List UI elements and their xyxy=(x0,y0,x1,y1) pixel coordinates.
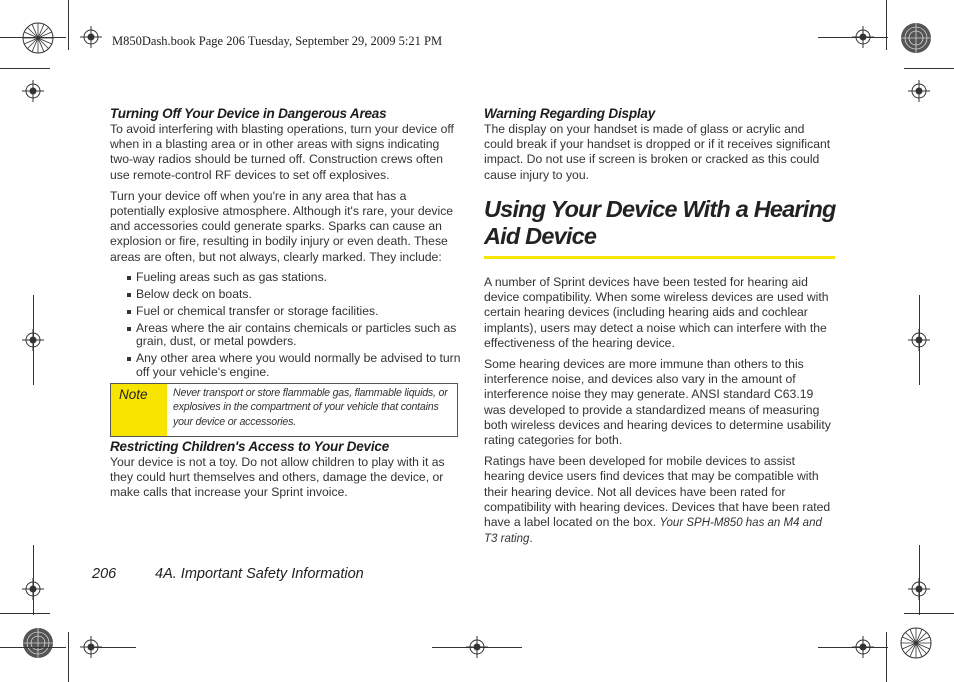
hazard-list xyxy=(110,271,462,380)
paragraph: The display on your handset is made of glass or acrylic and could break if your handset is dropped or if it receives significant impact. Do not use if screen is broken or cracked as this could cause injury to you. xyxy=(484,122,831,182)
right-column-body xyxy=(484,275,836,553)
section-heading-dangerous-areas: Turning Off Your Device in Dangerous Areas xyxy=(110,106,387,121)
list-item: Below deck on boats. xyxy=(136,288,462,302)
crop-line xyxy=(886,0,887,50)
right-column-top xyxy=(484,105,836,189)
list-item: Fueling areas such as gas stations. xyxy=(136,271,462,285)
crop-line xyxy=(886,632,887,682)
crop-line xyxy=(0,37,66,38)
paragraph: Turn your device off when you're in any area that has a potentially explosive atmosphere. Although it's rare, your device and accessories could generate sparks. Sparks can cause an explosion or fire, resulting in bodily injury or even death. These areas are often, but not always, clearly marked. They include: xyxy=(110,188,454,264)
registration-rosette-icon xyxy=(22,22,54,54)
list-item: Fuel or chemical transfer or storage facilities. xyxy=(136,305,462,319)
list-item: Areas where the air contains chemicals or particles such as grain, dust, or metal powders. xyxy=(136,322,462,349)
registration-rosette-icon xyxy=(900,627,932,659)
left-column xyxy=(110,105,462,383)
rating-statement: Your SPH-M850 has an M4 and T3 rating xyxy=(484,517,822,546)
crop-line xyxy=(0,613,50,614)
list-item: Any other area where you would normally be advised to turn off your vehicle's engine. xyxy=(136,352,462,379)
bullet-icon xyxy=(127,327,131,331)
crop-line xyxy=(33,545,34,615)
crop-line xyxy=(33,295,34,385)
crop-line xyxy=(919,295,920,385)
crop-line xyxy=(432,647,522,648)
crop-line xyxy=(919,545,920,615)
page-title: Using Your Device With a Hearing Aid Device xyxy=(484,196,836,249)
page-number: 206 xyxy=(92,566,117,582)
paragraph: Ratings have been developed for mobile devices to assist hearing device users find devices that may be compatible with their hearing device. Not all devices have been rated for compatibility with hearing devices. Devices that have been rated have a label located on the box. Your SPH-M850 has an M4 and T3 rating. xyxy=(484,454,831,546)
paragraph: A number of Sprint devices have been tested for hearing aid device compatibility. When some wireless devices are used with certain hearing devices (including hearing aids and cochlear implants), users may detect a noise which can interfere with the effectiveness of the hearing device. xyxy=(484,275,829,350)
crop-line xyxy=(88,647,136,648)
note-text: Never transport or store flammable gas, flammable liquids, or explosives in the compartment of your vehicle that contains your device or accessories. xyxy=(173,387,448,428)
crop-line xyxy=(68,0,69,50)
bullet-icon xyxy=(127,357,131,361)
crop-line xyxy=(904,68,954,69)
note-label: Note xyxy=(111,384,167,436)
section-heading-display-warning: Warning Regarding Display xyxy=(484,106,656,121)
crop-line xyxy=(818,647,888,648)
paragraph: Some hearing devices are more immune than others to this interference noise, and devices also vary in the amount of interference noise they may generate. ANSI standard C63.19 was developed to provide a standardized means of measuring both wireless devices and hearing devices to determine usability rating categories for both. xyxy=(484,357,831,448)
paragraph: Your device is not a toy. Do not allow children to play with it as they could hurt themselves and others, damage the device, or make calls that increase your Sprint invoice. xyxy=(110,455,445,500)
crosshair-icon xyxy=(80,26,102,48)
crosshair-icon xyxy=(908,80,930,102)
paragraph: To avoid interfering with blasting operations, turn your device off when in a blasting area or in other areas with signs indicating two-way radios should be turned off. Construction crews often use remote-control RF devices to set off explosives. xyxy=(110,122,454,182)
bullet-icon xyxy=(127,310,131,314)
title-underline-rule xyxy=(484,256,835,259)
crop-line xyxy=(904,613,954,614)
registration-rosette-icon xyxy=(900,22,932,54)
crop-line xyxy=(0,647,66,648)
book-header-slug: M850Dash.book Page 206 Tuesday, September 29, 2009 5:21 PM xyxy=(112,34,443,48)
bullet-icon xyxy=(127,293,131,297)
section-heading-children-access: Restricting Children's Access to Your Device xyxy=(110,439,390,454)
crop-line xyxy=(0,68,50,69)
crosshair-icon xyxy=(22,80,44,102)
bullet-icon xyxy=(127,276,131,280)
note-callout xyxy=(110,383,458,437)
registration-rosette-icon xyxy=(22,627,54,659)
crop-line xyxy=(68,632,69,682)
crop-line xyxy=(818,37,888,38)
children-access-section xyxy=(110,438,462,507)
footer-section-name: 4A. Important Safety Information xyxy=(155,566,364,582)
